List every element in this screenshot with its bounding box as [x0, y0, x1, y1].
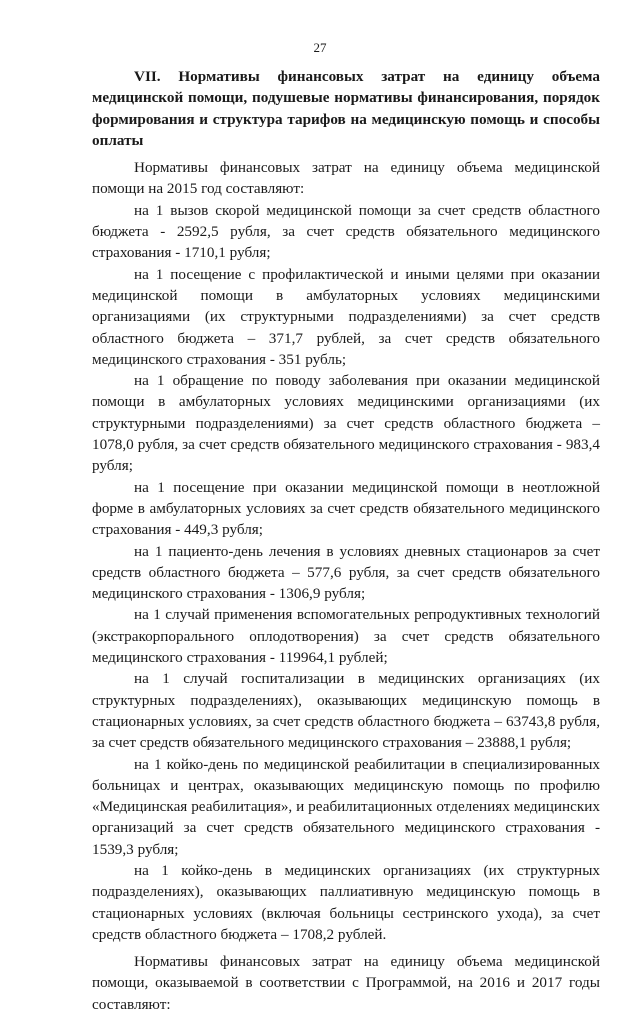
- paragraph-disease-appeal: на 1 обращение по поводу заболевания при оказании медицинской помощи в амбулаторных условиях медицинскими организациями (их структурными подразделениями) за счет средств областного бюджета – 1078,0 рубля, за счет средств обязательного медицинского страхования - 983,4 рубля;: [92, 372, 600, 475]
- paragraph-rehabilitation-bed-day: на 1 койко-день по медицинской реабилитации в специализированных больницах и центрах, оказывающих медицинскую помощь по профилю «Медицинская реабилитация», и реабилитационных отделениях медицинских организаций за счет средств обязательного медицинского страхования - 1539,3 рубля;: [92, 755, 600, 858]
- paragraph-ambulance-call: на 1 вызов скорой медицинской помощи за счет средств областного бюджета - 2592,5 рубля, за счет средств обязательного медицинского страхования - 1710,1 рубля;: [92, 201, 600, 262]
- document-body: [92, 66, 600, 1015]
- paragraph-hospitalization: на 1 случай госпитализации в медицинских организациях (их структурных подразделениях), оказывающих медицинскую помощь в стационарных условиях, за счет средств областного бюджета – 63743,8 рубля, за счет средств обязательного медицинского страхования – 23888,1 рубля;: [92, 670, 600, 752]
- paragraph-urgent-visit: на 1 посещение при оказании медицинской помощи в неотложной форме в амбулаторных условиях за счет средств обязательного медицинского страхования - 449,3 рубля;: [92, 478, 600, 539]
- section-heading: VII. Нормативы финансовых затрат на единицу объема медицинской помощи, подушевые нормативы финансирования, порядок формирования и структура тарифов на медицинскую помощь и способы оплаты: [92, 68, 600, 149]
- paragraph-palliative-bed-day: на 1 койко-день в медицинских организациях (их структурных подразделениях), оказывающих паллиативную медицинскую помощь в стационарных условиях (включая больницы сестринского ухода), за счет средств областного бюджета – 1708,2 рублей.: [92, 861, 600, 943]
- paragraph-preventive-visit: на 1 посещение с профилактической и иными целями при оказании медицинской помощи в амбулаторных условиях медицинскими организациями (их структурными подразделениями) за счет средств областного бюджета – 371,7 рублей, за счет средств обязательного медицинского страхования - 351 рубль;: [92, 265, 600, 368]
- paragraph-intro-2015: Нормативы финансовых затрат на единицу объема медицинской помощи на 2015 год составляют:: [92, 159, 600, 198]
- paragraph-intro-2016-2017: Нормативы финансовых затрат на единицу объема медицинской помощи, оказываемой в соответствии с Программой, на 2016 и 2017 годы составляют:: [92, 953, 600, 1013]
- paragraph-ivf-case: на 1 случай применения вспомогательных репродуктивных технологий (экстракорпорального оплодотворения) за счет средств обязательного медицинского страхования - 119964,1 рублей;: [92, 606, 600, 667]
- page-number: 27: [313, 40, 327, 55]
- paragraph-day-hospital: на 1 пациенто-день лечения в условиях дневных стационаров за счет средств областного бюджета – 577,6 рубля, за счет средств обязательного медицинского страхования - 1306,9 рубля;: [92, 542, 600, 603]
